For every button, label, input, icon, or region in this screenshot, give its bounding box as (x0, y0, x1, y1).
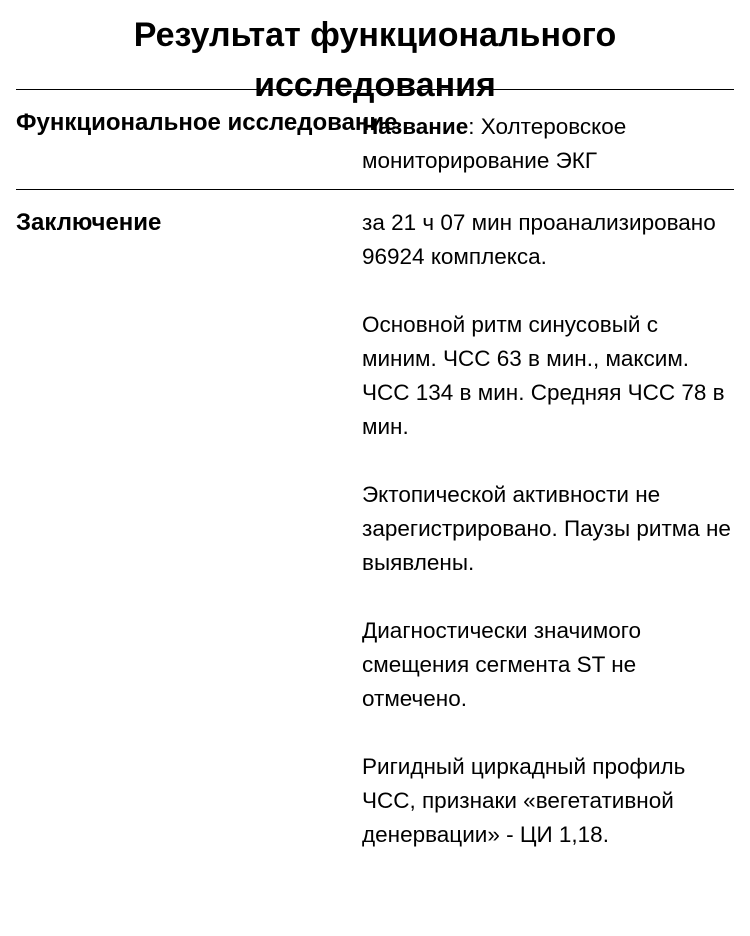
page-title-line-2: исследования (254, 66, 496, 104)
study-name-key: Название (362, 114, 469, 139)
conclusion-paragraph: Диагностически значимого смещения сегмента ST не отмечено. (362, 618, 641, 711)
conclusion-label: Заключение (16, 209, 162, 236)
header-divider (16, 89, 734, 90)
conclusion-paragraph: за 21 ч 07 мин проанализировано 96924 комплекса. (362, 210, 716, 269)
conclusion-paragraph: Эктопической активности не зарегистрировано. Паузы ритма не выявлены. (362, 482, 731, 575)
page-title-line-1: Результат функционального (133, 16, 617, 54)
study-label: Функциональное исследование (16, 109, 398, 136)
row-divider (16, 189, 734, 190)
conclusion-paragraph: Ригидный циркадный профиль ЧСС, признаки «вегетативной денервации» - ЦИ 1,18. (362, 754, 686, 847)
study-name (362, 110, 732, 178)
study-name-separator: : (468, 114, 481, 139)
study-name-value: Холтеровское мониторирование ЭКГ (362, 114, 627, 173)
conclusion-paragraph: Основной ритм синусовый с миним. ЧСС 63 в мин., максим. ЧСС 134 в мин. Средняя ЧСС 78 в мин. (362, 312, 725, 439)
conclusion-text (362, 206, 732, 852)
page-title (0, 10, 750, 110)
